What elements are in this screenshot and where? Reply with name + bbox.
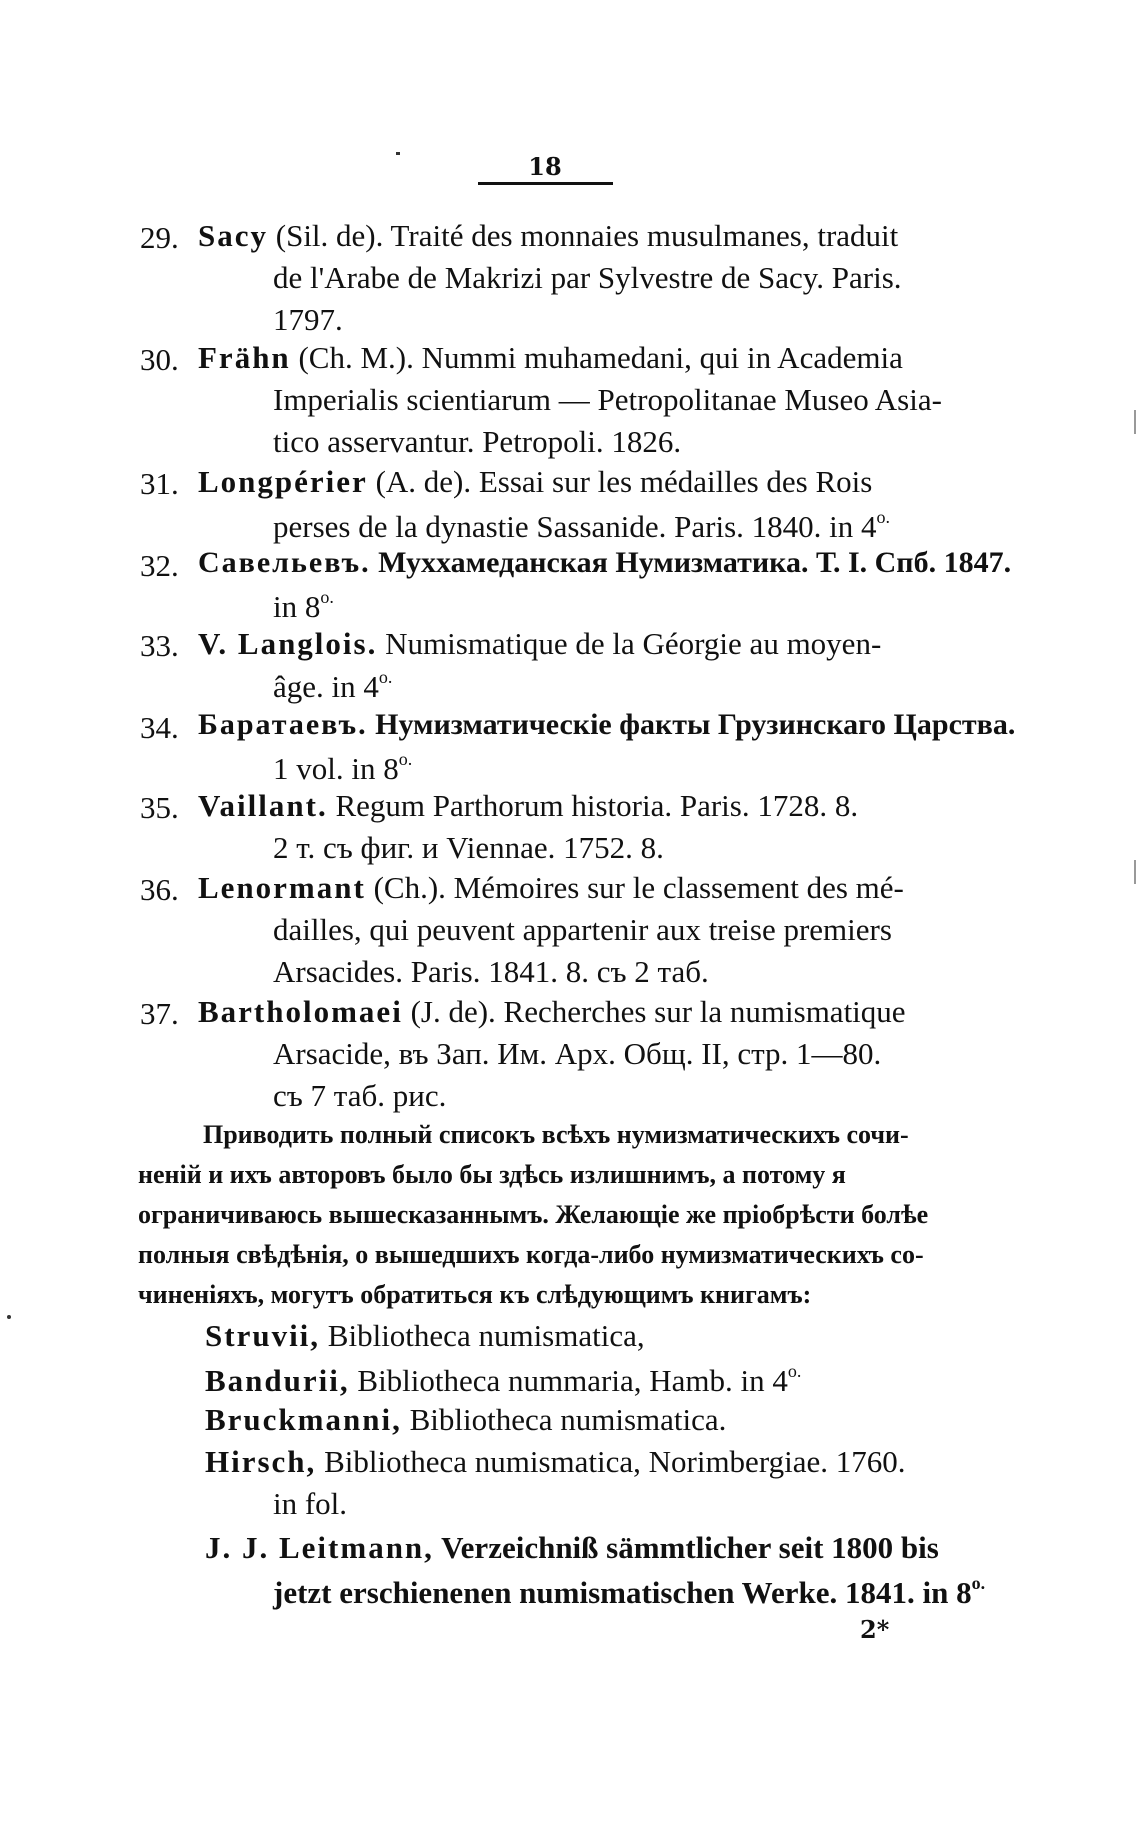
entry-line <box>198 872 904 903</box>
entry-text: (Sil. de). Traité des monnaies musulmanes, traduit <box>268 218 899 253</box>
entry-text: in 8 <box>273 589 321 624</box>
entry-author: Bartholomaei <box>198 994 403 1029</box>
entry-line <box>273 668 392 702</box>
entry-number: 37. <box>140 996 179 1031</box>
entry-line: Imperialis scientiarum — Petropolitanae Museo Asia- <box>273 382 942 417</box>
entry-author: Longpérier <box>198 464 368 499</box>
paragraph-line: ограничиваюсь вышесказаннымъ. Желающіе же пріобрѣсти болѣе <box>138 1200 929 1229</box>
book-author: Bruckmanni, <box>205 1402 402 1437</box>
entry-text: Numismatique de la Géorgie au moyen- <box>377 626 882 661</box>
book-item <box>205 1320 645 1351</box>
entry-author: Lenormant <box>198 870 366 905</box>
book-title: Bibliotheca nummaria, Hamb. in 4 <box>349 1363 788 1398</box>
page-number: 18 <box>528 152 562 181</box>
entry-line: dailles, qui peuvent appartenir aux treise premiers <box>273 912 892 947</box>
paragraph-line: неній и ихъ авторовъ было бы здѣсь излишнимъ, а потому я <box>138 1160 846 1189</box>
book-item <box>205 1446 905 1477</box>
book-title: Bibliotheca numismatica. <box>401 1402 727 1437</box>
book-author: J. J. Leitmann, <box>205 1530 434 1565</box>
entry-line <box>273 750 412 784</box>
entry-line <box>198 628 881 659</box>
entry-line <box>273 508 890 542</box>
paragraph-line: чиненіяхъ, могутъ обратиться къ слѣдующимъ книгамъ: <box>138 1280 812 1309</box>
degree-mark: o. <box>876 507 891 527</box>
book-item <box>205 1404 726 1435</box>
scan-speck <box>396 152 400 155</box>
entry-line <box>198 466 872 497</box>
book-title: Bibliotheca numismatica, Norimbergiae. 1760. <box>316 1444 906 1479</box>
entry-text: (A. de). Essai sur les médailles des Rois <box>367 464 873 499</box>
entry-number: 35. <box>140 790 179 825</box>
entry-text: (J. de). Recherches sur la numismatique <box>402 994 906 1029</box>
degree-mark: o. <box>971 1573 986 1593</box>
entry-line: 2 т. съ фиг. и Viennae. 1752. 8. <box>273 830 664 865</box>
book-item-continuation: in fol. <box>273 1486 348 1521</box>
entry-text: Нумизматическіе факты Грузинскаго Царства. <box>367 708 1016 741</box>
entry-number: 29. <box>140 220 179 255</box>
entry-author: Баратаевъ. <box>198 708 368 741</box>
scan-edge <box>1134 410 1136 434</box>
entry-line: Arsacide, въ Зап. Им. Арх. Общ. II, стр. 1—80. <box>273 1036 882 1071</box>
entry-text: (Ch.). Mémoires sur le classement des mé- <box>365 870 904 905</box>
entry-author: Sacy <box>198 218 268 253</box>
entry-number: 34. <box>140 710 179 745</box>
entry-line <box>198 548 1011 578</box>
book-title: Verzeichniß sämmtlicher seit 1800 bis <box>433 1530 939 1565</box>
entry-line <box>198 220 898 251</box>
entry-line <box>198 342 903 373</box>
entry-line: Arsacides. Paris. 1841. 8. съ 2 таб. <box>273 954 709 989</box>
degree-mark: o. <box>398 749 413 769</box>
book-author: Hirsch, <box>205 1444 317 1479</box>
book-item-continuation <box>273 1574 985 1608</box>
entry-number: 36. <box>140 872 179 907</box>
degree-mark: o. <box>320 587 334 607</box>
entry-line: 1797. <box>273 302 343 337</box>
book-title: jetzt erschienenen numismatischen Werke. 1841. in 8 <box>273 1575 972 1610</box>
entry-text: (Ch. M.). Nummi muhamedani, qui in Academia <box>290 340 903 375</box>
entry-author: Frähn <box>198 340 291 375</box>
entry-text: 1 vol. in 8 <box>273 751 399 786</box>
book-author: Struvii, <box>205 1318 321 1353</box>
entry-number: 33. <box>140 628 179 663</box>
entry-author: Vaillant. <box>198 788 328 823</box>
degree-mark: o. <box>378 667 393 687</box>
entry-author: Савельевъ. <box>198 546 371 579</box>
entry-text: Муххамеданская Нумизматика. Т. I. Спб. 1847. <box>370 546 1012 579</box>
book-title: Bibliotheca numismatica, <box>320 1318 645 1353</box>
degree-mark: o. <box>787 1361 802 1381</box>
scan-edge <box>1134 860 1136 884</box>
entry-line <box>198 996 906 1027</box>
entry-line: tico asservantur. Petropoli. 1826. <box>273 424 682 459</box>
book-item <box>205 1362 801 1396</box>
paragraph-line: Приводить полный списокъ всѣхъ нумизматическихъ сочи- <box>203 1120 909 1149</box>
entry-text: Regum Parthorum historia. Paris. 1728. 8. <box>327 788 859 823</box>
paragraph-line: полныя свѣдѣнія, о вышедшихъ когда-либо нумизматическихъ со- <box>138 1240 924 1269</box>
entry-line <box>273 588 334 622</box>
book-author: Bandurii, <box>205 1363 350 1398</box>
header-rule <box>478 182 613 185</box>
entry-number: 30. <box>140 342 179 377</box>
entry-number: 32. <box>140 548 179 583</box>
book-item <box>205 1532 939 1563</box>
entry-line <box>198 710 1015 740</box>
entry-number: 31. <box>140 466 179 501</box>
entry-text: âge. in 4 <box>273 669 379 704</box>
entry-text: perses de la dynastie Sassanide. Paris. 1840. in 4 <box>273 509 877 544</box>
entry-line: съ 7 таб. рис. <box>273 1078 447 1113</box>
scan-speck <box>7 1315 11 1319</box>
entry-line <box>198 790 858 821</box>
signature-mark: 2* <box>860 1615 890 1644</box>
entry-author: V. Langlois. <box>198 626 378 661</box>
entry-line: de l'Arabe de Makrizi par Sylvestre de Sacy. Paris. <box>273 260 902 295</box>
